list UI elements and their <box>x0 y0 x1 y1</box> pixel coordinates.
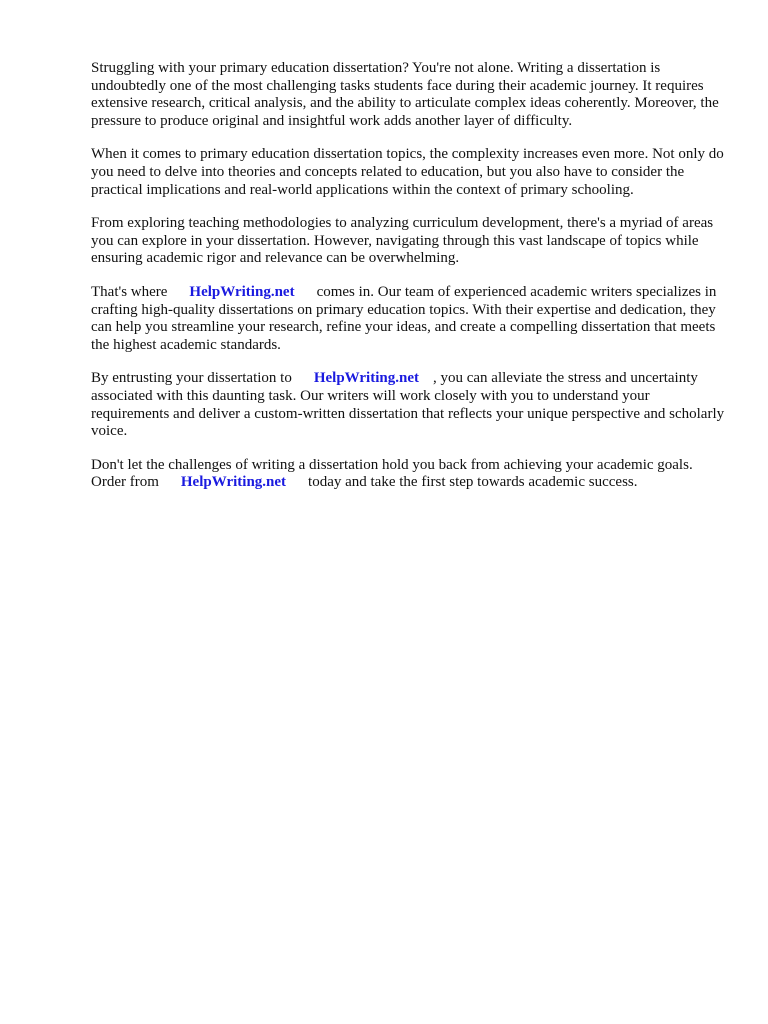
paragraph-entrusting <box>91 370 731 440</box>
paragraph-text-before-link: By entrusting your dissertation to <box>91 370 292 387</box>
paragraph-call-to-action <box>91 457 731 492</box>
paragraph-text-before-link: Don't let the challenges of writing a dissertation hold you back from achieving your academic goals. Order from <box>91 456 693 491</box>
paragraph-text-after-link: , you can alleviate the stress and uncertainty associated with this daunting task. Our writers will work closely with you to understand your requirements and deliver a custom-written dissertation that reflects your unique perspective and scholarly voice. <box>91 370 725 440</box>
paragraph-text-after-link: today and take the first step towards academic success. <box>308 474 638 491</box>
helpwriting-link[interactable]: HelpWriting.net <box>180 474 287 491</box>
helpwriting-link[interactable]: HelpWriting.net <box>313 370 419 387</box>
paragraph-topics-complexity: When it comes to primary education dissertation topics, the complexity increases even more. Not only do you need to delve into theories and concepts related to education, but you also have to consider the practical implications and real-world applications within the context of primary schooling. <box>91 146 724 198</box>
paragraph-text-before-link: That's where <box>91 283 168 300</box>
document-body <box>91 60 731 508</box>
paragraph-intro: Struggling with your primary education dissertation? You're not alone. Writing a dissertation is undoubtedly one of the most challenging tasks students face during their academic journey. It requires extensive research, critical analysis, and the ability to articulate complex ideas coherently. Moreover, the pressure to produce original and insightful work adds another layer of difficulty. <box>91 60 719 129</box>
helpwriting-link[interactable]: HelpWriting.net <box>189 283 295 300</box>
paragraph-text-after-link: comes in. Our team of experienced academic writers specializes in crafting high-quality dissertations on primary education topics. With their expertise and dedication, they can help you streamline your research, refine your ideas, and create a compelling dissertation that meets the highest academic standards. <box>91 283 717 353</box>
paragraph-service-intro <box>91 284 731 354</box>
paragraph-explore-areas: From exploring teaching methodologies to analyzing curriculum development, there's a myriad of areas you can explore in your dissertation. However, navigating through this vast landscape of topics while ensuring academic rigor and relevance can be overwhelming. <box>91 215 714 267</box>
